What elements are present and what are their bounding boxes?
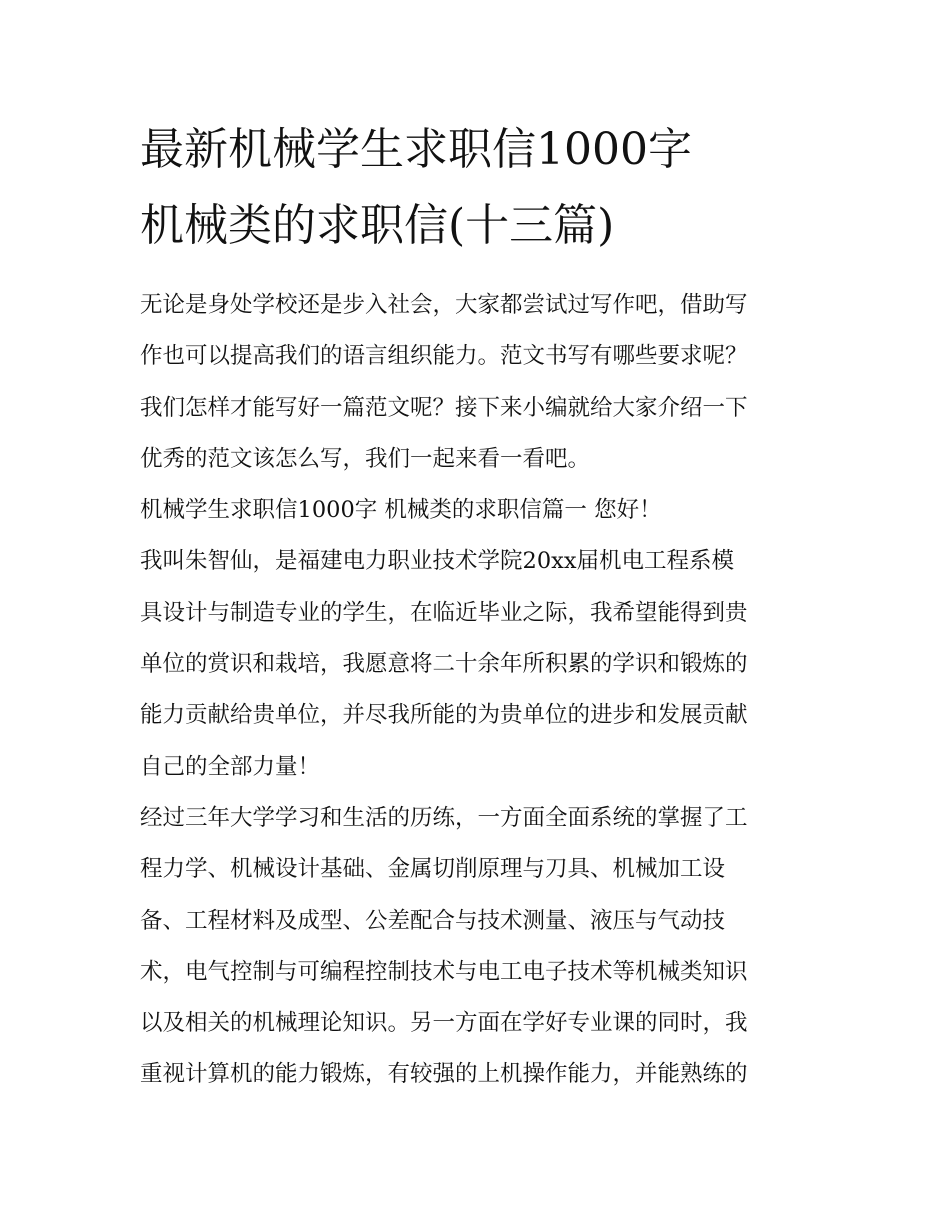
body-line: 无论是身处学校还是步入社会，大家都尝试过写作吧，借助写 [140, 292, 748, 318]
body-line: 备、工程材料及成型、公差配合与技术测量、液压与气动技 [140, 907, 726, 934]
title-line-2: 机械类的求职信(十三篇) [140, 200, 615, 251]
body-line: 我们怎样才能写好一篇范文呢？接下来小编就给大家介绍一下 [140, 394, 748, 421]
body-line: 程力学、机械设计基础、金属切削原理与刀具、机械加工设 [140, 856, 726, 883]
document-title [140, 112, 820, 264]
title-line-1: 最新机械学生求职信1000字 [140, 124, 692, 175]
body-line: 我叫朱智仙，是福建电力职业技术学院20xx届机电工程系模 [140, 548, 735, 575]
body-line: 以及相关的机械理论知识。另一方面在学好专业课的同时，我 [140, 1010, 748, 1037]
body-line: 优秀的范文该怎么写，我们一起来看一看吧。 [140, 445, 591, 472]
body-line: 作也可以提高我们的语言组织能力。范文书写有哪些要求呢？ [140, 343, 748, 370]
body-line: 具设计与制造专业的学生，在临近毕业之际，我希望能得到贵 [140, 599, 748, 626]
body-line: 经过三年大学学习和生活的历练，一方面全面系统的掌握了工 [140, 804, 748, 831]
body-line: 机械学生求职信1000字 机械类的求职信篇一 您好！ [140, 497, 662, 524]
body-line: 自己的全部力量！ [140, 753, 321, 780]
body-line: 能力贡献给贵单位，并尽我所能的为贵单位的进步和发展贡献 [140, 702, 748, 729]
document-body [140, 280, 820, 1101]
body-line: 单位的赏识和栽培，我愿意将二十余年所积累的学识和锻炼的 [140, 651, 748, 678]
body-line: 重视计算机的能力锻炼，有较强的上机操作能力，并能熟练的 [140, 1061, 748, 1088]
body-line: 术，电气控制与可编程控制技术与电工电子技术等机械类知识 [140, 958, 748, 985]
